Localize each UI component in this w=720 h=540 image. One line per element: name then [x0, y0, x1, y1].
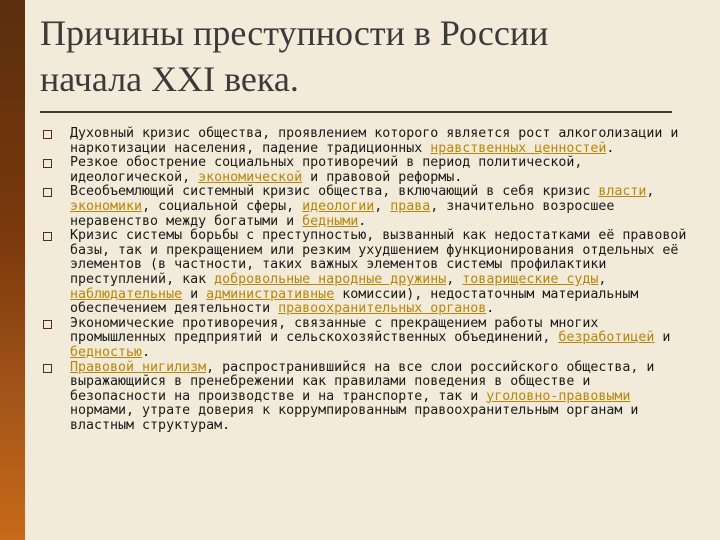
bullet-text: .: [486, 301, 495, 317]
term-link[interactable]: правоохранительных органов: [278, 301, 487, 317]
bullet-text: , значительно возросшее неравенство между богатыми и: [70, 198, 615, 229]
bullet-text: комиссии), недостаточным материальным обеспечением деятельности: [70, 286, 639, 317]
bullet-item: [40, 317, 690, 361]
bullet-text: и правовой реформы.: [302, 169, 463, 185]
bullet-text: Духовный кризис общества, проявлением которого является рост алкоголизации и наркотизации населения, падение традиционных: [70, 126, 679, 156]
bullet-item: [40, 361, 690, 434]
bullet-text: нормами, утрате доверия к коррумпированным правоохранительным органам и властным структурам.: [70, 403, 639, 433]
causes-bullet-list: [40, 127, 690, 433]
bullet-text: и: [182, 286, 207, 302]
bullet-text: .: [358, 213, 367, 229]
bullet-text: Экономические противоречия, связанные с прекращением работы многих промышленных предприятий и сельскохозяйственных объединений,: [70, 315, 599, 346]
bullet-text: , социальной сферы,: [142, 198, 303, 214]
bullet-text: Резкое обострение социальных противоречий в период политической, идеологической,: [70, 155, 583, 185]
square-bullet-icon: [43, 320, 52, 329]
term-link[interactable]: идеологии: [302, 198, 375, 214]
term-link[interactable]: добровольные народные дружины: [214, 271, 447, 287]
term-link[interactable]: власти: [598, 184, 647, 200]
term-link[interactable]: товарищеские суды: [462, 271, 599, 287]
square-bullet-icon: [43, 130, 52, 139]
term-link[interactable]: экономики: [70, 198, 143, 214]
square-bullet-icon: [43, 159, 52, 168]
term-link[interactable]: нравственных ценностей: [430, 140, 607, 156]
bullet-text: , распространившийся на все слои российского общества, и выражающийся в пренебрежении как правилами поведения в обществе и безопасности на производстве и на транспорте, так и: [70, 359, 655, 404]
title-underline-divider: [40, 111, 672, 113]
bullet-text: Кризис системы борьбы с преступностью, вызванный как недостатками её правовой базы, так и прекращением или резким ухудшением функционирования отдельных её элементов (в частности, таких важных элементов системы профилактики преступлений, как: [70, 228, 687, 287]
bullet-text: ,: [446, 271, 463, 287]
term-link[interactable]: административные: [206, 286, 335, 302]
title-line-1: Причины преступности в России: [40, 13, 549, 53]
bullet-text: .: [142, 344, 151, 360]
bullet-text: и: [654, 330, 671, 346]
bullet-item: [40, 127, 690, 156]
term-link[interactable]: наблюдательные: [70, 286, 183, 302]
left-decorative-band: [0, 0, 25, 540]
bullet-text: ,: [646, 184, 655, 200]
bullet-text: Всеобъемлющий системный кризис общества, включающий в себя кризис: [70, 184, 599, 200]
square-bullet-icon: [43, 364, 52, 373]
bullet-item: [40, 229, 690, 317]
bullet-text: ,: [374, 198, 391, 214]
square-bullet-icon: [43, 232, 52, 241]
title-line-2: начала XXI века.: [40, 59, 299, 99]
term-link[interactable]: экономической: [198, 169, 303, 185]
slide-title: [40, 10, 700, 102]
term-link[interactable]: права: [390, 198, 431, 214]
bullet-text: .: [606, 140, 615, 156]
square-bullet-icon: [43, 188, 52, 197]
term-link[interactable]: уголовно-правовыми: [486, 388, 631, 404]
bullet-text: ,: [598, 271, 607, 287]
term-link[interactable]: бедностью: [70, 344, 143, 360]
bullet-item: [40, 185, 690, 229]
term-link[interactable]: безработицей: [558, 330, 655, 346]
term-link[interactable]: бедными: [302, 213, 359, 229]
bullet-item: [40, 156, 690, 185]
term-link[interactable]: Правовой нигилизм: [70, 359, 207, 375]
